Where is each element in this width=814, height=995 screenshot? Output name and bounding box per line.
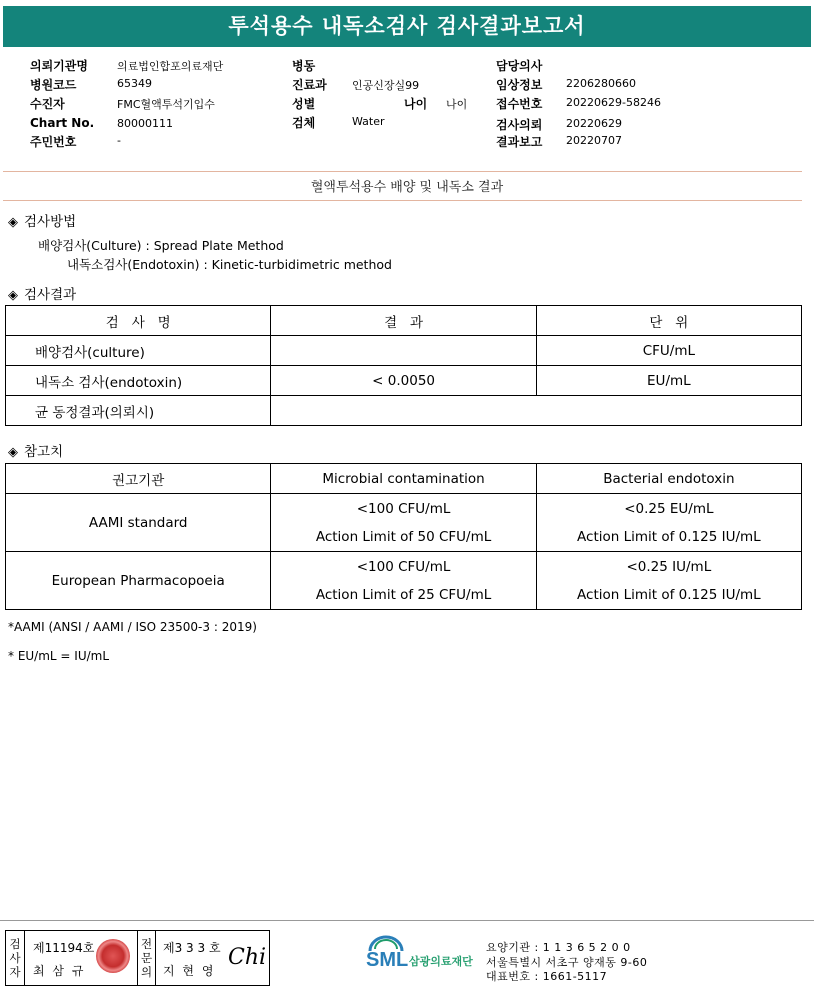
microbial-action-limit: Action Limit of 25 CFU/mL [315, 586, 492, 603]
age-label: 나이 [404, 97, 428, 111]
table-row [6, 366, 802, 396]
diamond-bullet-icon: ◈ [8, 445, 18, 460]
row-result [271, 396, 802, 426]
signature-scribble: Chi [228, 945, 267, 970]
ward-label: 병동 [292, 59, 316, 73]
age-value: 나이 [446, 98, 468, 111]
row-organization: European Pharmacopoeia [6, 552, 271, 610]
agency-code: 요양기관 : 1 1 3 6 5 2 0 0 [486, 941, 631, 954]
hospital-code-value: 65349 [117, 77, 152, 90]
foundation-name: 삼광의료재단 [409, 955, 473, 968]
tester-char: 사 [9, 951, 21, 965]
receipt-label: 접수번호 [496, 97, 543, 111]
results-table [5, 305, 802, 426]
receipt-value: 20220629-58246 [566, 96, 661, 109]
table-row [6, 336, 802, 366]
row-endotoxin [536, 494, 801, 552]
patient-label: 수진자 [30, 97, 65, 111]
tester-number: 제11194호 [33, 941, 95, 955]
method-culture: 배양검사(Culture) : Spread Plate Method [38, 238, 284, 253]
diamond-bullet-icon: ◈ [8, 215, 18, 230]
sml-logo [366, 935, 473, 974]
method-endotoxin: 내독소검사(Endotoxin) : Kinetic-turbidimetric method [67, 257, 392, 272]
row-unit: EU/mL [536, 366, 801, 396]
specialist-number: 제3 3 3 호 [163, 941, 221, 955]
dept-label: 진료과 [292, 78, 327, 92]
institution-label: 의뢰기관명 [30, 59, 88, 73]
specimen-label: 검체 [292, 116, 316, 130]
endotoxin-limit: <0.25 IU/mL [626, 558, 712, 575]
microbial-limit: <100 CFU/mL [356, 558, 451, 575]
address: 서울특별시 서초구 양재동 9-60 [486, 956, 648, 969]
reference-table [5, 463, 802, 610]
specialist-char: 의 [140, 965, 153, 979]
request-label: 검사의뢰 [496, 118, 543, 132]
clinical-value: 2206280660 [566, 77, 636, 90]
specialist-name: 지 현 영 [163, 964, 216, 978]
header-endotoxin: Bacterial endotoxin [536, 464, 801, 494]
reference-heading [8, 440, 63, 460]
results-heading [8, 283, 76, 303]
request-value: 20220629 [566, 117, 622, 130]
report-label: 결과보고 [496, 135, 543, 149]
microbial-action-limit: Action Limit of 50 CFU/mL [315, 528, 492, 545]
endotoxin-action-limit: Action Limit of 0.125 IU/mL [577, 528, 761, 545]
row-name: 내독소 검사(endotoxin) [6, 366, 271, 396]
tester-name: 최 삼 규 [33, 964, 86, 978]
specialist-char: 문 [140, 951, 153, 965]
header-microbial: Microbial contamination [271, 464, 536, 494]
specialist-char: 전 [140, 937, 153, 951]
row-organization: AAMI standard [6, 494, 271, 552]
report-title: 투석용수 내독소검사 검사결과보고서 [3, 6, 811, 47]
note-aami: *AAMI (ANSI / AAMI / ISO 23500-3 : 2019) [8, 620, 257, 634]
diamond-bullet-icon: ◈ [8, 288, 18, 303]
signature-box [5, 930, 270, 986]
resident-label: 주민번호 [30, 135, 77, 149]
endotoxin-limit: <0.25 EU/mL [624, 500, 714, 517]
row-name: 균 동정결과(의뢰시) [6, 396, 271, 426]
clinical-label: 임상정보 [496, 78, 543, 92]
tester-char: 검 [9, 937, 21, 951]
divider-bottom [3, 200, 802, 201]
row-result [271, 336, 536, 366]
doctor-label: 담당의사 [496, 59, 543, 73]
endotoxin-action-limit: Action Limit of 0.125 IU/mL [577, 586, 761, 603]
reference-heading-text: 참고치 [24, 444, 64, 460]
institution-value: 의료법인합포의료재단 [117, 60, 224, 73]
header-unit: 단 위 [536, 306, 801, 336]
specimen-value: Water [352, 115, 385, 128]
sml-logo-text: SML [366, 949, 409, 971]
section-subtitle: 혈액투석용수 배양 및 내독소 결과 [310, 180, 504, 195]
microbial-limit: <100 CFU/mL [356, 500, 451, 517]
row-name: 배양검사(culture) [6, 336, 271, 366]
row-microbial [271, 552, 536, 610]
table-row [6, 494, 802, 552]
row-result: < 0.0050 [271, 366, 536, 396]
results-heading-text: 검사결과 [24, 287, 77, 303]
divider-top [3, 171, 802, 172]
row-microbial [271, 494, 536, 552]
phone: 대표번호 : 1661-5117 [486, 970, 608, 983]
results-header-row [6, 306, 802, 336]
chart-value: 80000111 [117, 117, 173, 130]
dept-value: 인공신장실99 [352, 79, 420, 92]
hospital-code-label: 병원코드 [30, 78, 77, 92]
header-test-name: 검 사 명 [6, 306, 271, 336]
sex-label: 성별 [292, 97, 316, 111]
header-organization: 권고기관 [6, 464, 271, 494]
row-unit: CFU/mL [536, 336, 801, 366]
chart-label: Chart No. [30, 116, 95, 130]
patient-value: FMC혈액투석기입수 [117, 98, 215, 111]
reference-header-row [6, 464, 802, 494]
specialist-vertical-label [137, 931, 156, 985]
report-value: 20220707 [566, 134, 622, 147]
header-result: 결 과 [271, 306, 536, 336]
tester-vertical-label [6, 931, 25, 985]
note-units: * EU/mL = IU/mL [8, 649, 110, 663]
tester-char: 자 [9, 965, 21, 979]
table-row [6, 552, 802, 610]
methods-heading-text: 검사방법 [24, 214, 77, 230]
methods-heading [8, 210, 76, 230]
seal-stamp-icon [96, 939, 130, 973]
footer-divider [0, 920, 814, 921]
resident-value: - [117, 134, 121, 147]
row-endotoxin [536, 552, 801, 610]
table-row [6, 396, 802, 426]
